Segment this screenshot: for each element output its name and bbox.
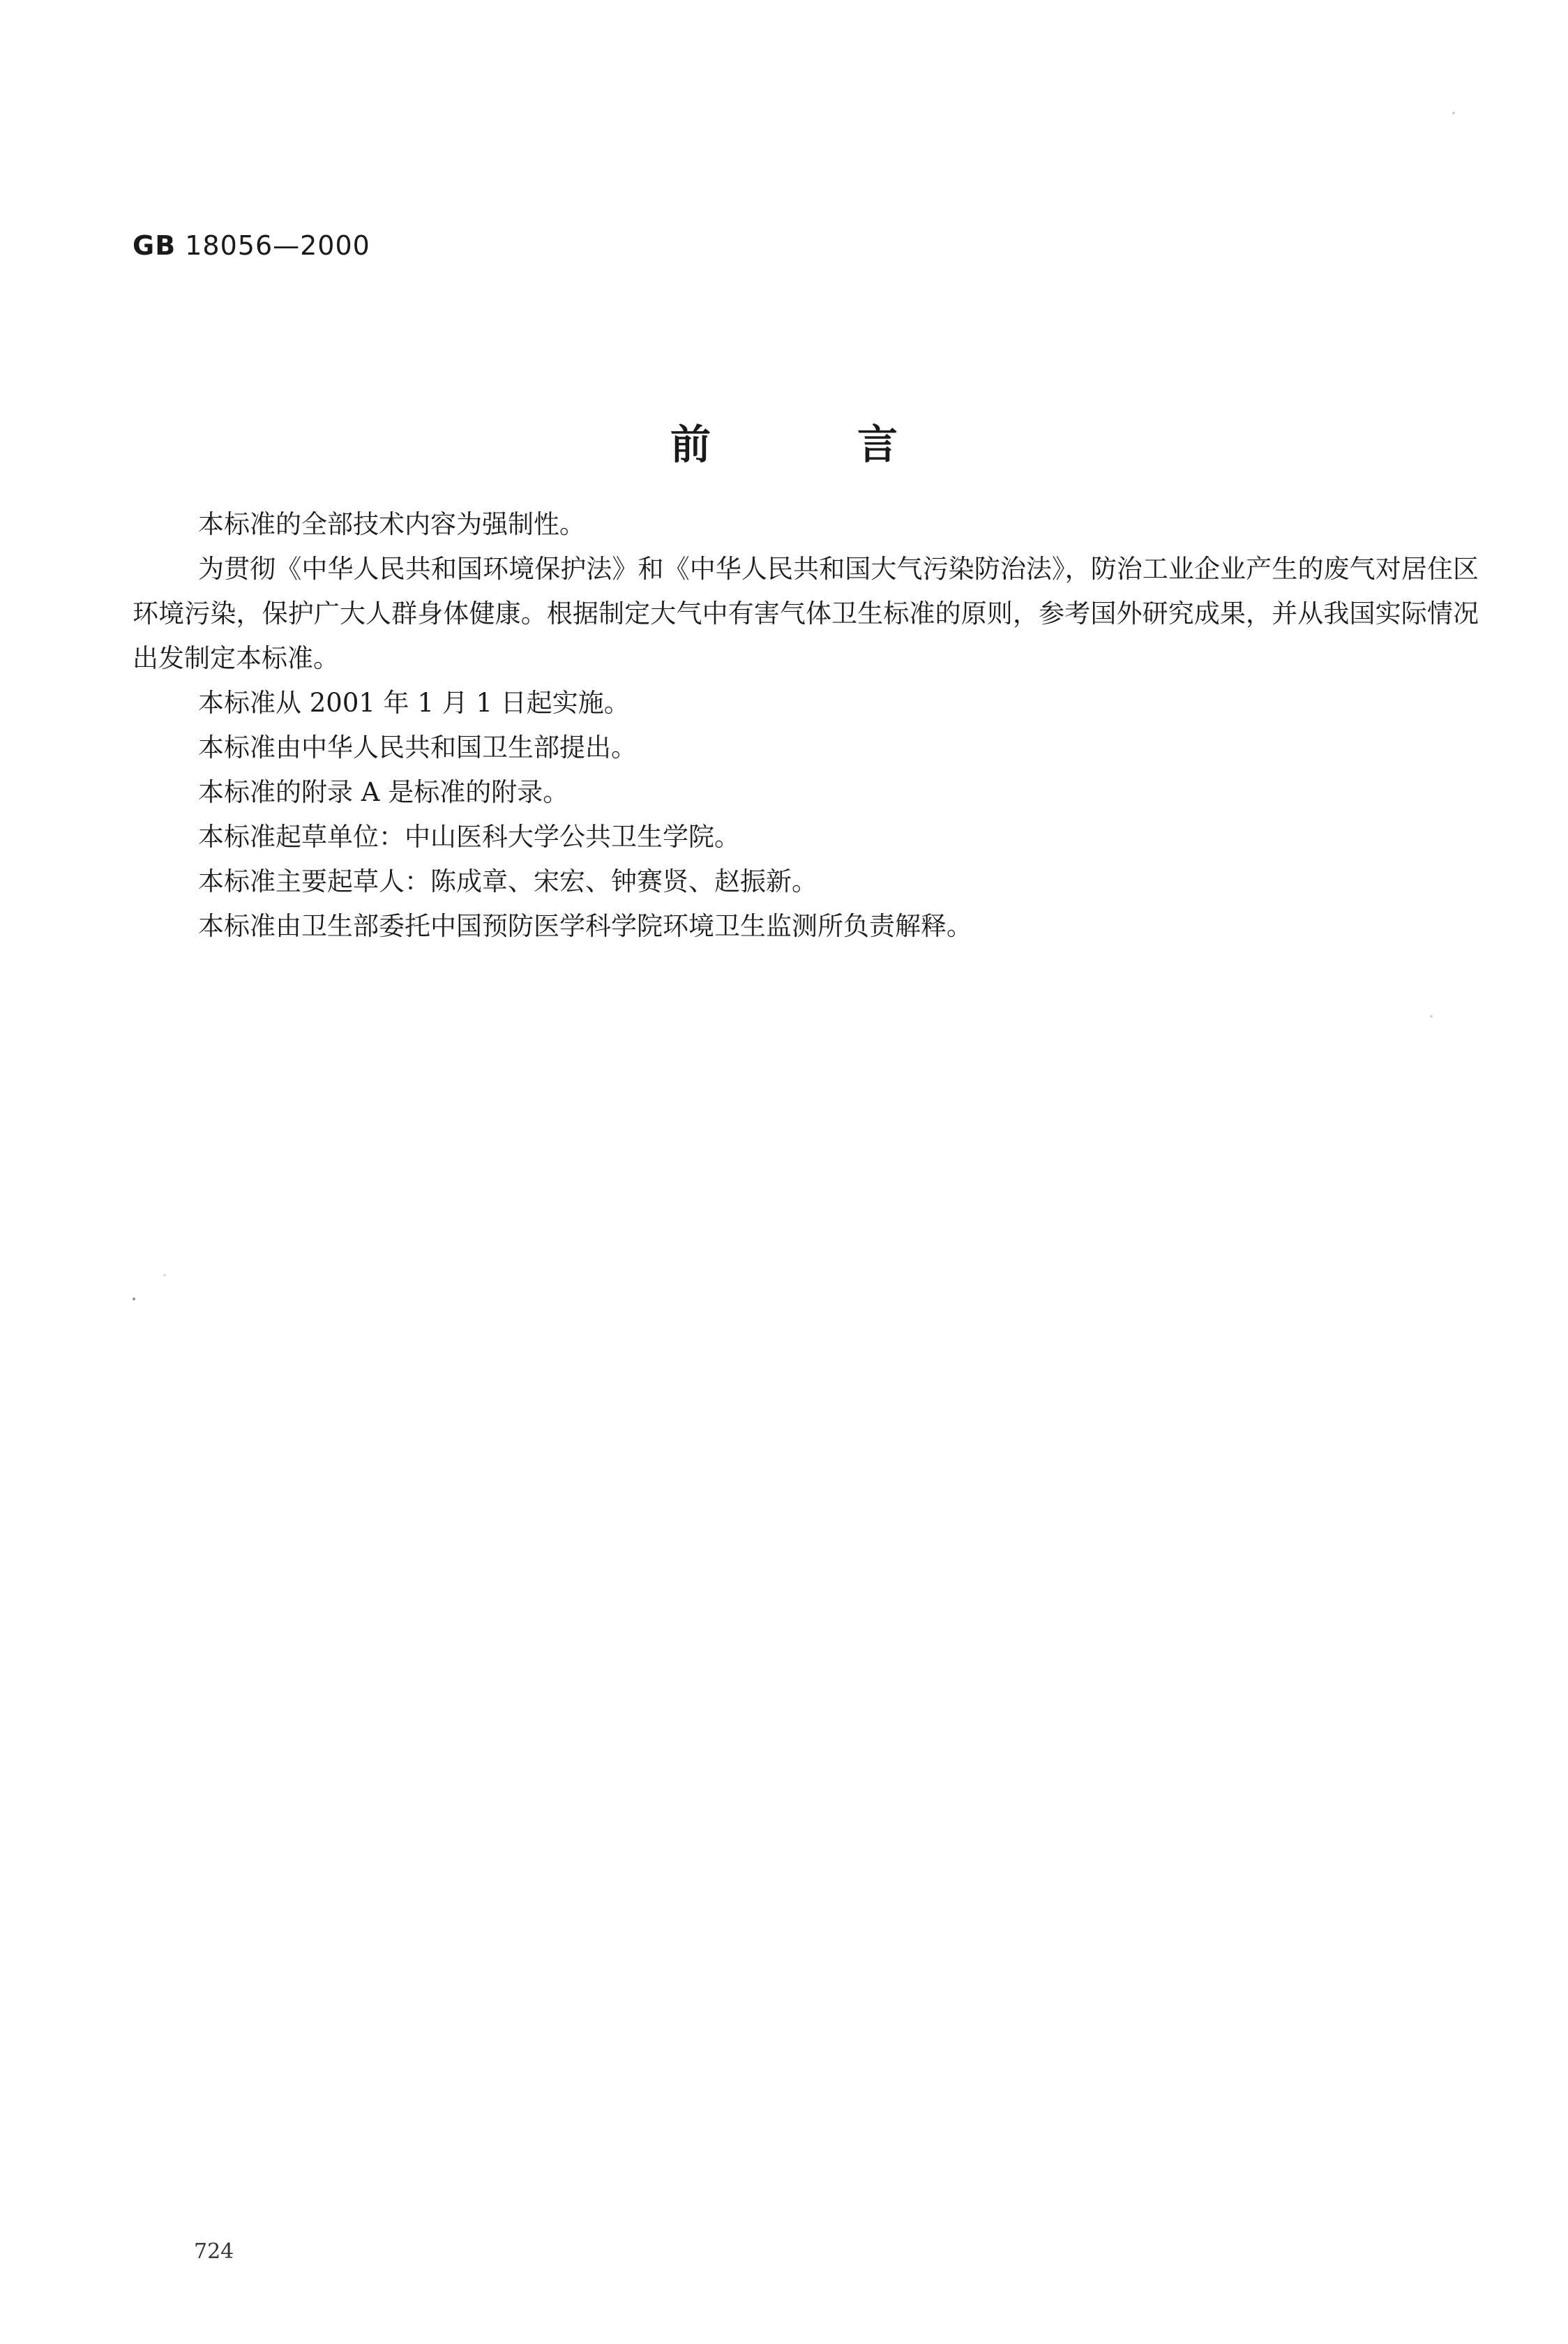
foreword-body [133,502,1479,949]
scan-speck [133,1298,135,1300]
paragraph-purpose: 为贯彻《中华人民共和国环境保护法》和《中华人民共和国大气污染防治法》，防治工业企业产生的废气对居住区环境污染，保护广大人群身体健康。根据制定大气中有害气体卫生标准的原则，参考国外研究成果，并从我国实际情况出发制定本标准。 [133,554,1479,673]
paragraph-drafters: 本标准主要起草人：陈成章、宋宏、钟赛贤、赵振新。 [198,866,817,896]
paragraph-proposer: 本标准由中华人民共和国卫生部提出。 [198,732,637,762]
page-title: 前言 [670,421,1044,468]
standard-code-prefix: GB [133,230,176,261]
page-number: 724 [194,2239,234,2264]
scan-speck [1452,112,1455,114]
standard-code [133,230,370,261]
paragraph-drafting-unit: 本标准起草单位：中山医科大学公共卫生学院。 [198,822,740,852]
paragraph-appendix: 本标准的附录 A 是标准的附录。 [198,777,569,807]
paragraph-mandatory: 本标准的全部技术内容为强制性。 [198,509,585,539]
scan-speck [1430,1015,1433,1018]
paragraph-interpretation: 本标准由卫生部委托中国预防医学科学院环境卫生监测所负责解释。 [198,911,972,941]
paragraph-effective-date: 本标准从 2001 年 1 月 1 日起实施。 [198,688,630,718]
scan-speck [163,1274,166,1277]
standard-code-number: 18056—2000 [185,230,370,261]
